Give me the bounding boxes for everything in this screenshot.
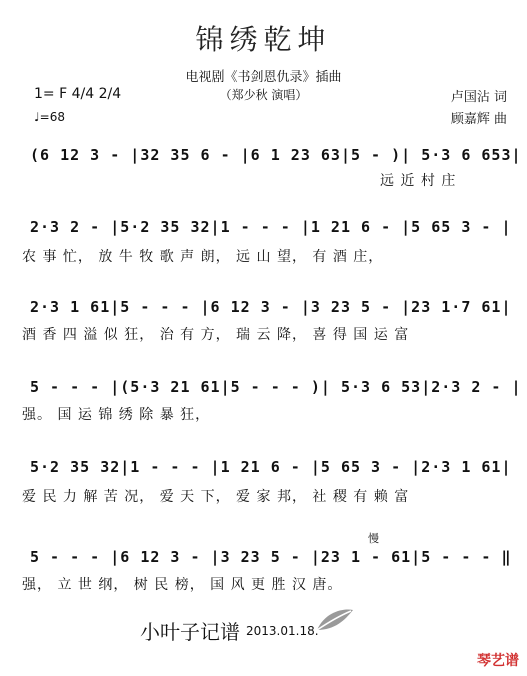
leaf-icon	[315, 606, 355, 634]
score-line-1-lyrics: 远 近 村 庄	[380, 173, 457, 189]
transcription-date: 2013.01.18.	[246, 624, 319, 638]
tempo-change-mark: 慢	[368, 532, 379, 545]
score-line-1-notes: (6 12 3 - |32 35 6 - |6 1 23 63|5 - )| 5·3 6 653|	[30, 146, 522, 164]
song-title: 锦绣乾坤	[195, 23, 332, 56]
score-line-2-notes: 2·3 2 - |5·2 35 32|1 - - - |1 21 6 - |5 65 3 - |	[30, 218, 512, 236]
score-line-6-lyrics: 强， 立 世 纲， 树 民 榜， 国 风 更 胜 汉 唐。	[22, 577, 343, 593]
composer-credit: 顾嘉辉 曲	[450, 112, 507, 127]
score-line-5-lyrics: 爱 民 力 解 苦 况， 爱 天 下， 爱 家 邦， 社 稷 有 赖 富	[22, 489, 410, 505]
site-watermark: 琴艺谱	[477, 653, 519, 669]
transcriber-signature: 小叶子记谱	[140, 620, 240, 644]
song-subtitle: 电视剧《书剑恩仇录》插曲	[185, 70, 342, 85]
score-line-2-lyrics: 农 事 忙， 放 牛 牧 歌 声 朗， 远 山 望， 有 酒 庄，	[22, 249, 384, 265]
score-line-4-lyrics: 强。 国 运 锦 绣 除 暴 狂，	[22, 407, 211, 423]
score-line-3-lyrics: 酒 香 四 溢 似 狂， 治 有 方， 瑞 云 降， 喜 得 国 运 富	[22, 327, 410, 343]
lyricist-credit: 卢国沾 词	[450, 90, 507, 105]
score-line-6-notes: 5 - - - |6 12 3 - |3 23 5 - |23 1 - 61|5 - - - ‖	[30, 548, 512, 566]
key-signature: 1= F 4/4 2/4	[34, 86, 122, 102]
singer-credit: （郑少秋 演唱）	[219, 88, 308, 102]
score-line-4-notes: 5 - - - |(5·3 21 61|5 - - - )| 5·3 6 53|2·3 2 - |	[30, 378, 522, 396]
score-line-5-notes: 5·2 35 32|1 - - - |1 21 6 - |5 65 3 - |2·3 1 61|	[30, 458, 512, 476]
score-line-3-notes: 2·3 1 61|5 - - - |6 12 3 - |3 23 5 - |23 1·7 61|	[30, 298, 512, 316]
tempo-marking: ♩=68	[34, 110, 65, 124]
